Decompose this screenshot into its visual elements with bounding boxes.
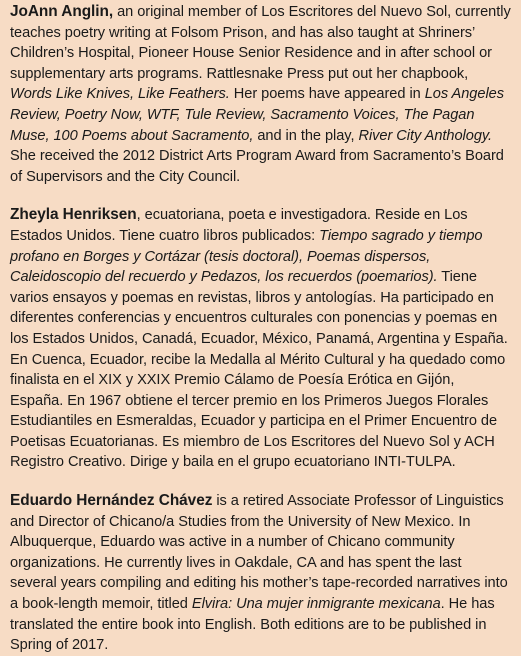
bio-zheyla-henriksen bbox=[10, 205, 511, 473]
play-title: River City Anthology. bbox=[358, 127, 493, 144]
book-title: Elvira: Una mujer inmigrante mexicana bbox=[191, 596, 441, 613]
bio-name: Eduardo Hernández Chávez bbox=[10, 492, 213, 510]
bio-name: JoAnn Anglin, bbox=[10, 3, 114, 20]
bio-text: She received the 2012 District Arts Program Award from Sacramento’s Board of Supervisors and the City Council. bbox=[10, 148, 504, 185]
publication-list: Los Angeles Review, Poetry Now, WTF, Tule Review, Sacramento Voices, The Pagan Muse, 100 Poems about Sacramento, bbox=[10, 86, 504, 144]
bio-text: Tiene varios ensayos y poemas en revistas, libros y antologías. Ha participado en diferentes conferencias y encuentros culturales con ponencias y poemas en los Estados Unidos, Canadá, Ecuador, México, Panamá, Argentina y España. En Cuenca, Ecuador, recibe la Medalla al Mérito Cultural y ha quedado como finalista en el XIX y XXIX Premio Cálamo de Poesía Erótica en Gijón, España. En 1967 obtiene el tercer premio en los Primeros Juegos Florales Estudiantiles en Esmeraldas, Ecuador y participa en el Primer Encuentro de Poetisas Ecuatorianas. Es miembro de Los Escritores del Nuevo Sol y ACH Registro Creativo. Dirige y baila en el grupo ecuatoriano INTI-TULPA. bbox=[10, 269, 508, 471]
bio-text: . He has translated the entire book into English. Both editions are to be published in Spring of 2017. bbox=[10, 596, 495, 654]
bio-eduardo-hernandez-chavez bbox=[10, 491, 511, 656]
bio-text: Her poems have appeared in bbox=[229, 86, 425, 103]
book-titles: Tiempo sagrado y tiempo profano en Borges y Cortázar (tesis doctoral), Poemas dispersos, Caleidoscopio del recuerdo y Pedazos, los recuerdos (poemarios). bbox=[10, 227, 483, 286]
bio-joann-anglin bbox=[10, 2, 511, 187]
bio-text: is a retired Associate Professor of Linguistics and Director of Chicano/a Studies from the University of New Mexico. In Albuquerque, Eduardo was active in a number of Chicano community organizations. He currently lives in Oakdale, CA and has spent the last several years compiling and editing his mother’s tape-recorded narratives into a book-length memoir, titled bbox=[10, 493, 508, 613]
bio-name: Zheyla Henriksen bbox=[10, 206, 137, 224]
bio-text: an original member of Los Escritores del Nuevo Sol, currently teaches poetry writing at Folsom Prison, and has also taught at Shriners’ Children’s Hospital, Pioneer House Senior Residence and in after school or supplementary arts programs. Rattlesnake Press put out her chapbook, bbox=[10, 4, 511, 82]
bio-text: and in the play, bbox=[253, 127, 359, 144]
bio-text: , ecuatoriana, poeta e investigadora. Reside en Los Estados Unidos. Tiene cuatro libros publicados: bbox=[10, 207, 468, 244]
book-title: Words Like Knives, Like Feathers. bbox=[10, 86, 230, 103]
